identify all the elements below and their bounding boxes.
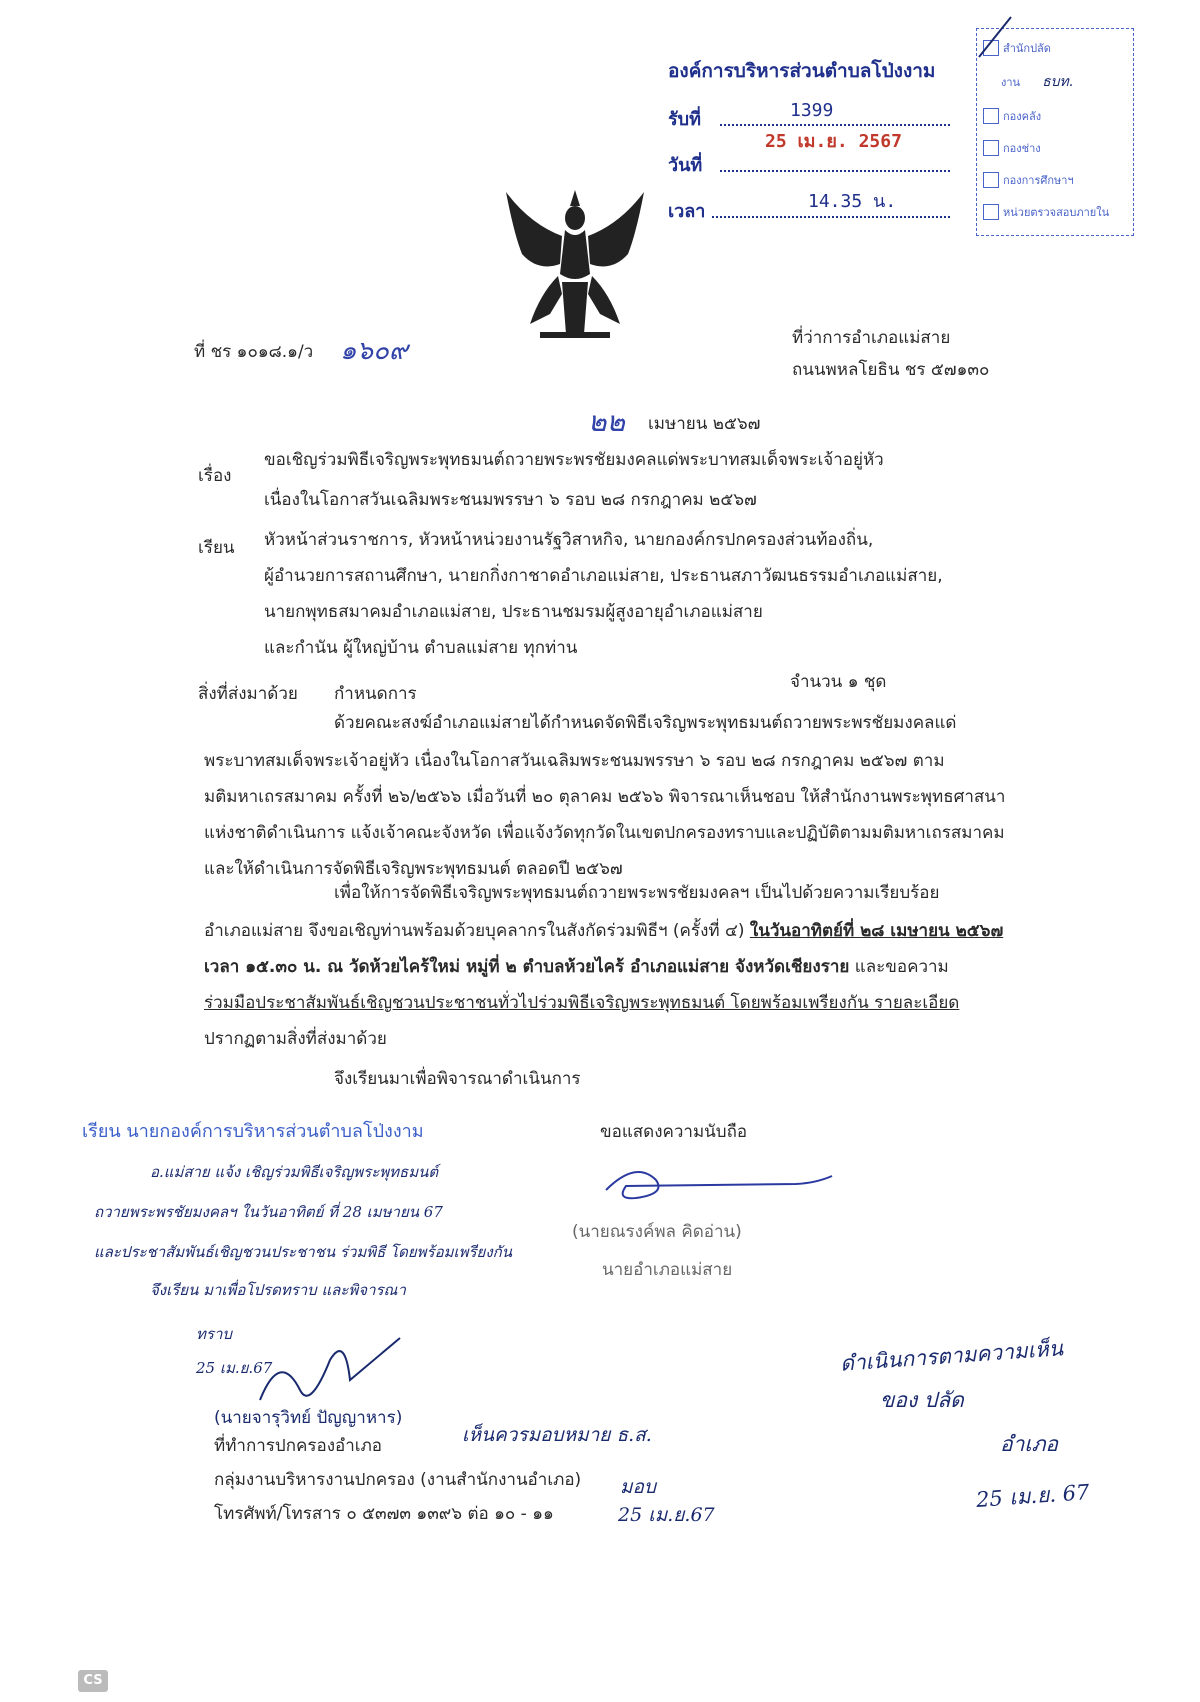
enclosure-quantity: จำนวน ๑ ชุด	[790, 672, 887, 692]
handwritten-right-date: 25 เม.ย. 67	[975, 1480, 1091, 1512]
handwritten-date-left: 25 เม.ย.67	[196, 1359, 273, 1377]
to-line-2: ผู้อำนวยการสถานศึกษา, นายกกิ่งกาชาดอำเภอแม่สาย, ประธานสภาวัฒนธรรมอำเภอแม่สาย,	[264, 566, 943, 586]
governor-signature	[596, 1150, 846, 1210]
routing-item: งาน ธบท.	[983, 71, 1073, 93]
event-date: ในวันอาทิตย์ที่ ๒๘ เมษายน ๒๕๖๗	[749, 921, 1004, 941]
routing-item: กองการศึกษาฯ	[983, 171, 1074, 189]
footer-division: กลุ่มงานบริหารงานปกครอง (งานสำนักงานอำเภอ)	[214, 1470, 582, 1490]
stamp-time-line	[712, 216, 950, 218]
enclosure-item: กำหนดการ	[334, 684, 417, 704]
reference-number-handwritten: ๑๖๐๙	[340, 336, 408, 366]
stamp-date-line	[720, 170, 950, 172]
paragraph-1-line-4: แห่งชาติดำเนินการ แจ้งเจ้าคณะจังหวัด เพื่อแจ้งวัดทุกวัดในเขตปกครองทราบและปฏิบัติตามมติมหาเถรสมาคม	[204, 823, 1005, 843]
routing-item: สำนักปลัด	[983, 39, 1051, 57]
footer-phone: โทรศัพท์/โทรสาร ๐ ๕๓๗๓ ๑๓๙๖ ต่อ ๑๐ - ๑๑	[214, 1504, 554, 1524]
closing-line: จึงเรียนมาเพื่อพิจารณาดำเนินการ	[334, 1069, 581, 1089]
paragraph-2-line-1: เพื่อให้การจัดพิธีเจริญพระพุทธมนต์ถวายพระพรชัยมงคลฯ เป็นไปด้วยความเรียบร้อย	[334, 883, 940, 903]
routing-item: กองช่าง	[983, 139, 1041, 157]
event-place: เวลา ๑๕.๓๐ น. ณ วัดห้วยไคร้ใหม่ หมู่ที่ ๒ ตำบลห้วยไคร้ อำเภอแม่สาย จังหวัดเชียงราย	[204, 957, 850, 977]
sender-address-1: ที่ว่าการอำเภอแม่สาย	[792, 328, 951, 348]
stamp-receive-number: 1399	[790, 100, 834, 121]
routing-item: หน่วยตรวจสอบภายใน	[983, 203, 1109, 221]
enclosure-label: สิ่งที่ส่งมาด้วย	[198, 684, 298, 704]
stamp-date-value: 25 เม.ย. 2567	[765, 131, 902, 152]
subject-label: เรื่อง	[198, 466, 232, 486]
routing-handwritten: ธบท.	[1042, 74, 1074, 90]
checkbox-icon	[983, 204, 999, 220]
paragraph-2-line-2: อำเภอแม่สาย จึงขอเชิญท่านพร้อมด้วยบุคลากรในสังกัดร่วมพิธีฯ (ครั้งที่ ๔) ในวันอาทิตย์ที่ ๒๘ เมษายน ๒๕๖๗	[204, 921, 1004, 941]
paragraph-2-line-4: ร่วมมือประชาสัมพันธ์เชิญชวนประชาชนทั่วไปร่วมพิธีเจริญพระพุทธมนต์ โดยพร้อมเพรียงกัน รายละเอียด	[204, 993, 960, 1013]
paragraph-2-line-3: เวลา ๑๕.๓๐ น. ณ วัดห้วยไคร้ใหม่ หมู่ที่ ๒ ตำบลห้วยไคร้ อำเภอแม่สาย จังหวัดเชียงราย และขอความ	[204, 957, 949, 977]
paragraph-2-line-5: ปรากฏตามสิ่งที่ส่งมาด้วย	[204, 1029, 387, 1049]
stamp-date-label: วันที่	[668, 155, 703, 176]
handwritten-mid-note-2: มอบ	[620, 1476, 656, 1498]
paragraph-1-line-3: มติมหาเถรสมาคม ครั้งที่ ๒๖/๒๕๖๖ เมื่อวันที่ ๒๐ ตุลาคม ๒๕๖๖ พิจารณาเห็นชอบ ให้สำนักงานพระพุทธศาสนา	[204, 787, 1006, 807]
handwritten-note-line-4: จึงเรียน มาเพื่อโปรดทราบ และพิจารณา	[150, 1281, 406, 1299]
routing-box	[976, 28, 1134, 236]
reference-number: ที่ ชร ๑๐๑๘.๑/ว	[194, 342, 314, 362]
subject-line-1: ขอเชิญร่วมพิธีเจริญพระพุทธมนต์ถวายพระพรชัยมงคลแด่พระบาทสมเด็จพระเจ้าอยู่หัว	[264, 450, 884, 470]
letter-date: เมษายน ๒๕๖๗	[648, 414, 761, 434]
to-line-4: และกำนัน ผู้ใหญ่บ้าน ตำบลแม่สาย ทุกท่าน	[264, 638, 578, 658]
clerk-name: (นายจารุวิทย์ ปัญญาหาร)	[214, 1408, 403, 1428]
checkmark-icon	[971, 13, 1021, 63]
handwritten-right-note-2: ของ ปลัด	[880, 1388, 964, 1412]
checkbox-icon	[983, 172, 999, 188]
paragraph-1-line-1: ด้วยคณะสงฆ์อำเภอแม่สายได้กำหนดจัดพิธีเจริญพระพุทธมนต์ถวายพระพรชัยมงคลแด่	[334, 713, 957, 733]
routing-item: กองคลัง	[983, 107, 1041, 125]
handwritten-mid-note: เห็นควรมอบหมาย ธ.ส.	[462, 1424, 652, 1446]
garuda-emblem	[500, 184, 650, 344]
subject-line-2: เนื่องในโอกาสวันเฉลิมพระชนมพรรษา ๖ รอบ ๒๘ กรกฎาคม ๒๕๖๗	[264, 490, 757, 510]
paragraph-1-line-5: และให้ดำเนินการจัดพิธีเจริญพระพุทธมนต์ ตลอดปี ๒๕๖๗	[204, 859, 623, 879]
handwritten-acknowledge: ทราบ	[196, 1325, 232, 1343]
regards: ขอแสดงความนับถือ	[600, 1122, 748, 1142]
handwritten-note-line-2: ถวายพระพรชัยมงคลฯ ในวันอาทิตย์ ที่ 28 เมษายน 67	[94, 1203, 443, 1221]
stamp-addressee: เรียน นายกองค์การบริหารส่วนตำบลโป่งงาม	[82, 1121, 424, 1142]
to-label: เรียน	[198, 538, 235, 558]
sender-address-2: ถนนพหลโยธิน ชร ๕๗๑๓๐	[792, 360, 990, 380]
stamp-time-value: 14.35 น.	[808, 191, 897, 212]
to-line-3: นายกพุทธสมาคมอำเภอแม่สาย, ประธานชมรมผู้สูงอายุอำเภอแม่สาย	[264, 602, 763, 622]
handwritten-right-note-1: ดำเนินการตามความเห็น	[839, 1336, 1064, 1376]
stamp-office-name: องค์การบริหารส่วนตำบลโป่งงาม	[668, 60, 936, 82]
signer-title: นายอำเภอแม่สาย	[602, 1260, 733, 1280]
handwritten-mid-date: 25 เม.ย.67	[618, 1504, 715, 1526]
to-line-1: หัวหน้าส่วนราชการ, หัวหน้าหน่วยงานรัฐวิสาหกิจ, นายกองค์กรปกครองส่วนท้องถิ่น,	[264, 530, 874, 550]
stamp-time-label: เวลา	[668, 201, 706, 222]
scanner-logo: CS	[78, 1670, 108, 1692]
footer-office: ที่ทำการปกครองอำเภอ	[214, 1436, 383, 1456]
checkbox-icon	[983, 108, 999, 124]
stamp-receive-label: รับที่	[668, 109, 701, 130]
handwritten-note-line-1: อ.แม่สาย แจ้ง เชิญร่วมพิธีเจริญพระพุทธมนต์	[150, 1163, 439, 1181]
paragraph-1-line-2: พระบาทสมเด็จพระเจ้าอยู่หัว เนื่องในโอกาสวันเฉลิมพระชนมพรรษา ๖ รอบ ๒๘ กรกฎาคม ๒๕๖๗ ตาม	[204, 751, 945, 771]
checkbox-icon	[983, 140, 999, 156]
handwritten-right-note-3: อำเภอ	[1000, 1432, 1059, 1456]
signer-name: (นายณรงค์พล คิดอ่าน)	[572, 1222, 742, 1242]
letter-day-handwritten: ๒๒	[588, 405, 625, 438]
handwritten-note-line-3: และประชาสัมพันธ์เชิญชวนประชาชน ร่วมพิธี โดยพร้อมเพรียงกัน	[94, 1243, 513, 1261]
